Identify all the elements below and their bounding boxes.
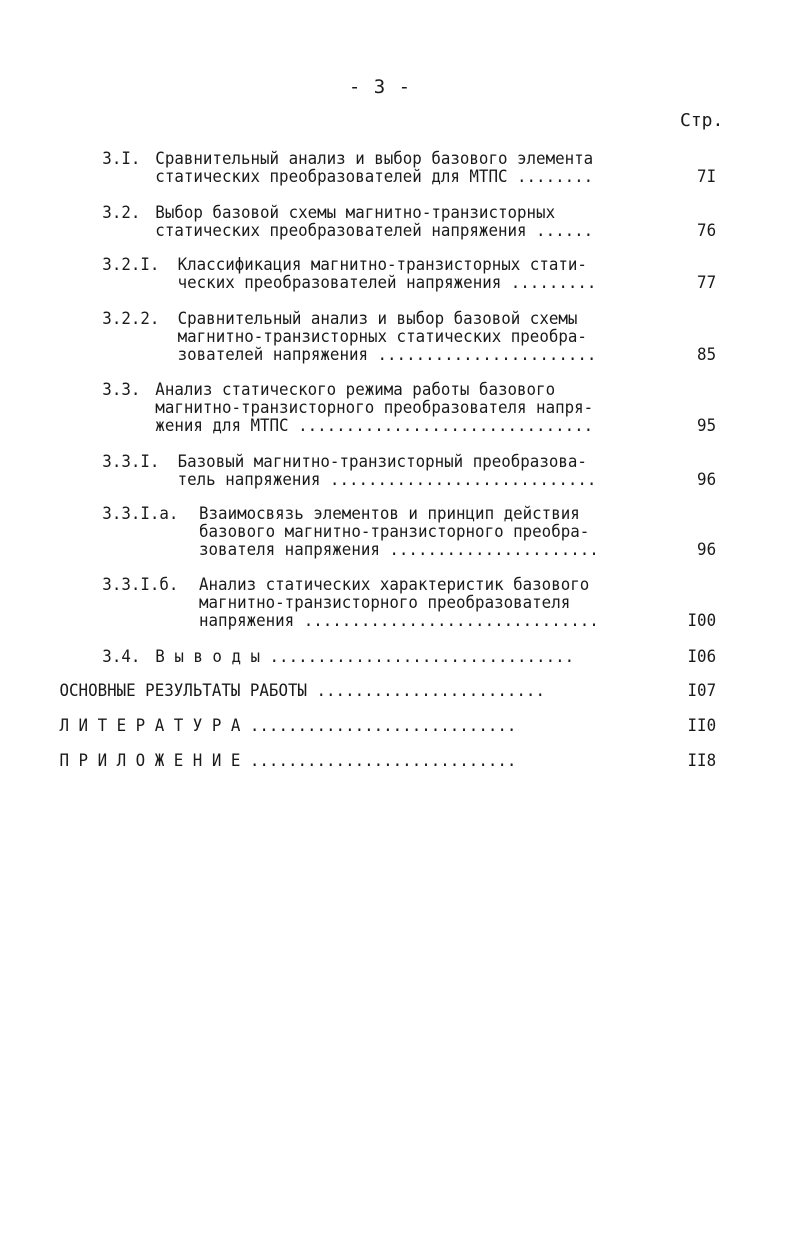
toc-entry-title-line: Сравнительный анализ и выбор базовой схемы (177, 309, 578, 329)
pages-column-heading: Стр. (680, 110, 724, 131)
toc-entry-title-line: Анализ статического режима работы базового (155, 380, 556, 400)
toc-entry-page: 85 (697, 345, 717, 365)
toc-entry-page: 77 (697, 273, 717, 293)
toc-entry-title-line: статических преобразователей напряжения ...... (155, 221, 594, 241)
toc-entry-title-line: зователей напряжения ....................... (177, 345, 597, 365)
toc-entry-title-line: магнитно-транзисторного преобразователя (199, 593, 571, 613)
toc-entry-title-line: В ы в о д ы ................................ (155, 647, 575, 667)
toc-entry-number: 3.3.I.а. (102, 504, 179, 524)
toc-entry-title-line: Базовый магнитно-транзисторный преобразова- (177, 452, 587, 472)
toc-entry-number: 3.2. (102, 203, 141, 223)
toc-entry-title-line: П Р И Л О Ж Е Н И Е ............................ (59, 751, 517, 771)
toc-entry-title-line: напряжения ............................... (199, 611, 599, 631)
toc-entry-number: 3.3.I.б. (102, 575, 179, 595)
toc-entry-title-line: Выбор базовой схемы магнитно-транзисторных (155, 203, 556, 223)
toc-entry-title-line: Сравнительный анализ и выбор базового элемента (155, 149, 594, 169)
toc-entry-page: I00 (687, 611, 717, 631)
toc-entry-page: I07 (687, 681, 717, 701)
toc-entry-number: 3.I. (102, 149, 141, 169)
toc-entry-page: 7I (697, 167, 717, 187)
toc-entry-number: 3.2.I. (102, 255, 160, 275)
toc-entry-title-line: базового магнитно-транзисторного преобра- (199, 522, 590, 542)
toc-entry-title-line: магнитно-транзисторного преобразователя напря- (155, 398, 594, 418)
toc-entry-title-line: статических преобразователей для МТПС ........ (155, 167, 594, 187)
toc-entry-page: II8 (687, 751, 717, 771)
toc-entry-page: I06 (687, 647, 717, 667)
page-number: - 3 - (348, 76, 412, 98)
toc-entry-number: 3.3. (102, 380, 141, 400)
toc-entry-title-line: ческих преобразователей напряжения ......... (177, 273, 597, 293)
toc-entry-title-line: Л И Т Е Р А Т У Р А ............................ (59, 716, 517, 736)
toc-entry-title-line: тель напряжения ............................ (177, 470, 597, 490)
toc-entry-title-line: жения для МТПС ............................... (155, 416, 594, 436)
toc-entry-title-line: магнитно-транзисторных статических преобра- (177, 327, 587, 347)
toc-entry-title-line: Классификация магнитно-транзисторных стати- (177, 255, 587, 275)
toc-entry-page: 96 (697, 470, 717, 490)
toc-entry-title-line: ОСНОВНЫЕ РЕЗУЛЬТАТЫ РАБОТЫ ........................ (59, 681, 545, 701)
toc-entry-number: 3.2.2. (102, 309, 160, 329)
toc-entry-page: 96 (697, 540, 717, 560)
toc-entry-title-line: Взаимосвязь элементов и принцип действия (199, 504, 580, 524)
toc-entry-title-line: Анализ статических характеристик базового (199, 575, 590, 595)
toc-entry-page: 95 (697, 416, 717, 436)
toc-entry-page: 76 (697, 221, 717, 241)
toc-entry-number: 3.4. (102, 647, 141, 667)
toc-entry-number: 3.3.I. (102, 452, 160, 472)
toc-entry-page: II0 (687, 716, 717, 736)
toc-entry-title-line: зователя напряжения ...................... (199, 540, 599, 560)
